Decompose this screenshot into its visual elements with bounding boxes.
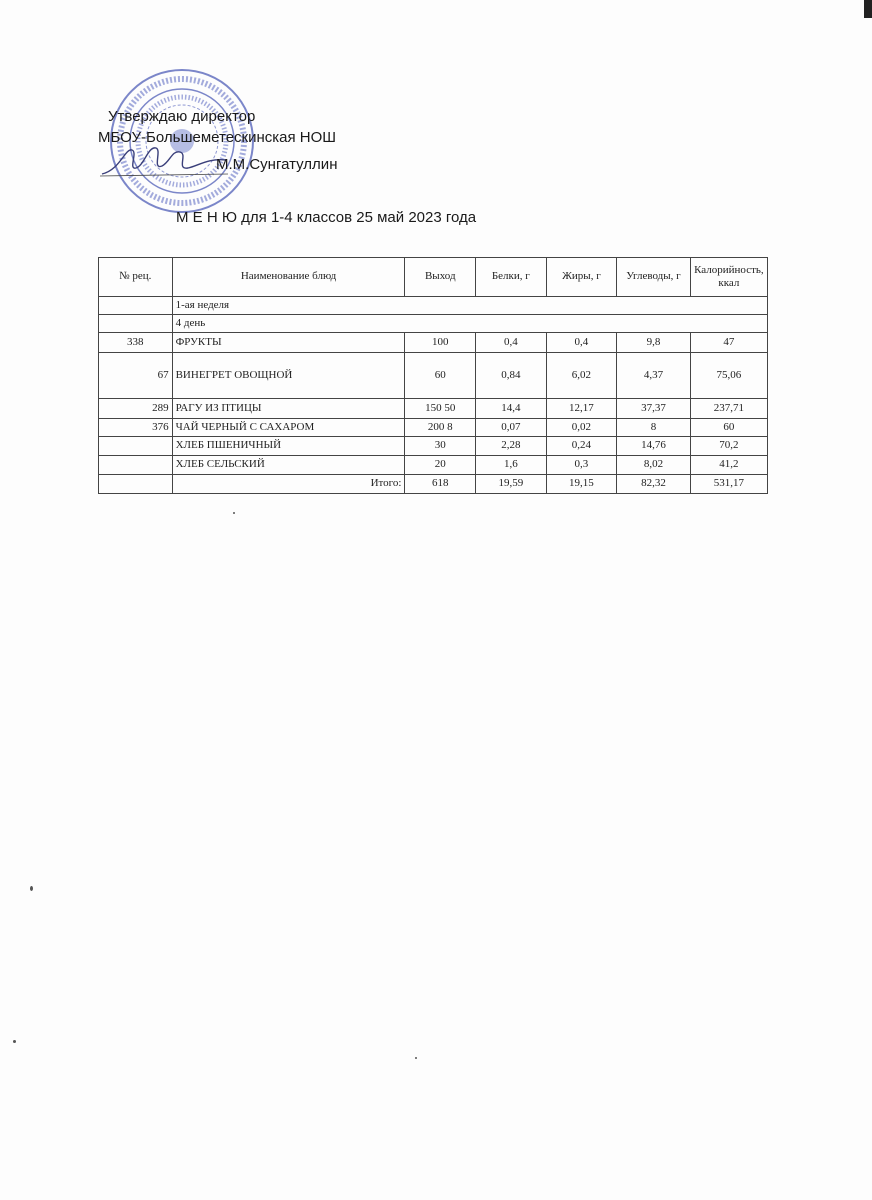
menu-table (98, 257, 768, 494)
table-row (99, 333, 768, 353)
signature (100, 140, 230, 180)
director-name: М.М.Сунгатуллин (216, 156, 338, 173)
protein-value: 1,6 (476, 456, 547, 475)
col-header-calories: Калорийность, ккал (690, 258, 767, 297)
recipe-number: 376 (99, 419, 173, 437)
day-row (99, 315, 768, 333)
protein-value: 0,84 (476, 353, 547, 399)
scan-speck (415, 1057, 417, 1059)
protein-value: 0,07 (476, 419, 547, 437)
fat-value: 0,02 (546, 419, 617, 437)
calories-value: 237,71 (690, 399, 767, 419)
recipe-number: 67 (99, 353, 173, 399)
calories-value: 41,2 (690, 456, 767, 475)
recipe-number: 338 (99, 333, 173, 353)
dish-name: ФРУКТЫ (172, 333, 405, 353)
dish-name: ЧАЙ ЧЕРНЫЙ С САХАРОМ (172, 419, 405, 437)
calories-value: 75,06 (690, 353, 767, 399)
carbs-value: 37,37 (617, 399, 691, 419)
protein-value: 14,4 (476, 399, 547, 419)
day-label: 4 день (172, 315, 767, 333)
calories-value: 70,2 (690, 437, 767, 456)
output-value: 150 50 (405, 399, 476, 419)
col-header-fat: Жиры, г (546, 258, 617, 297)
scan-speck (30, 886, 33, 891)
protein-value: 0,4 (476, 333, 547, 353)
carbs-value: 8,02 (617, 456, 691, 475)
output-value: 30 (405, 437, 476, 456)
output-value: 100 (405, 333, 476, 353)
dish-name: ХЛЕБ ПШЕНИЧНЫЙ (172, 437, 405, 456)
fat-value: 0,3 (546, 456, 617, 475)
fat-value: 0,4 (546, 333, 617, 353)
total-row (99, 475, 768, 494)
carbs-value: 4,37 (617, 353, 691, 399)
fat-value: 6,02 (546, 353, 617, 399)
recipe-number: 289 (99, 399, 173, 419)
week-label: 1-ая неделя (172, 297, 767, 315)
table-row (99, 353, 768, 399)
total-label: Итого: (172, 475, 405, 494)
scan-edge-mark (864, 0, 872, 18)
col-header-dish: Наименование блюд (172, 258, 405, 297)
col-header-output: Выход (405, 258, 476, 297)
total-output: 618 (405, 475, 476, 494)
recipe-number (99, 437, 173, 456)
approval-line: Утверждаю директор (108, 108, 256, 125)
scan-speck (13, 1040, 16, 1043)
table-row (99, 437, 768, 456)
dish-name: РАГУ ИЗ ПТИЦЫ (172, 399, 405, 419)
table-row (99, 399, 768, 419)
recipe-number (99, 456, 173, 475)
carbs-value: 8 (617, 419, 691, 437)
table-row (99, 456, 768, 475)
col-header-recipe: № рец. (99, 258, 173, 297)
carbs-value: 9,8 (617, 333, 691, 353)
menu-title: М Е Н Ю для 1-4 классов 25 май 2023 года (176, 209, 477, 226)
output-value: 60 (405, 353, 476, 399)
calories-value: 47 (690, 333, 767, 353)
fat-value: 0,24 (546, 437, 617, 456)
col-header-carbs: Углеводы, г (617, 258, 691, 297)
dish-name: ВИНЕГРЕТ ОВОЩНОЙ (172, 353, 405, 399)
total-carbs: 82,32 (617, 475, 691, 494)
dish-name: ХЛЕБ СЕЛЬСКИЙ (172, 456, 405, 475)
col-header-protein: Белки, г (476, 258, 547, 297)
output-value: 20 (405, 456, 476, 475)
output-value: 200 8 (405, 419, 476, 437)
protein-value: 2,28 (476, 437, 547, 456)
total-calories: 531,17 (690, 475, 767, 494)
school-name: МБОУ-Большеметескинская НОШ (98, 129, 337, 146)
fat-value: 12,17 (546, 399, 617, 419)
scan-speck (233, 512, 235, 514)
calories-value: 60 (690, 419, 767, 437)
table-row (99, 419, 768, 437)
table-header-row (99, 258, 768, 297)
total-protein: 19,59 (476, 475, 547, 494)
total-fat: 19,15 (546, 475, 617, 494)
carbs-value: 14,76 (617, 437, 691, 456)
week-row (99, 297, 768, 315)
